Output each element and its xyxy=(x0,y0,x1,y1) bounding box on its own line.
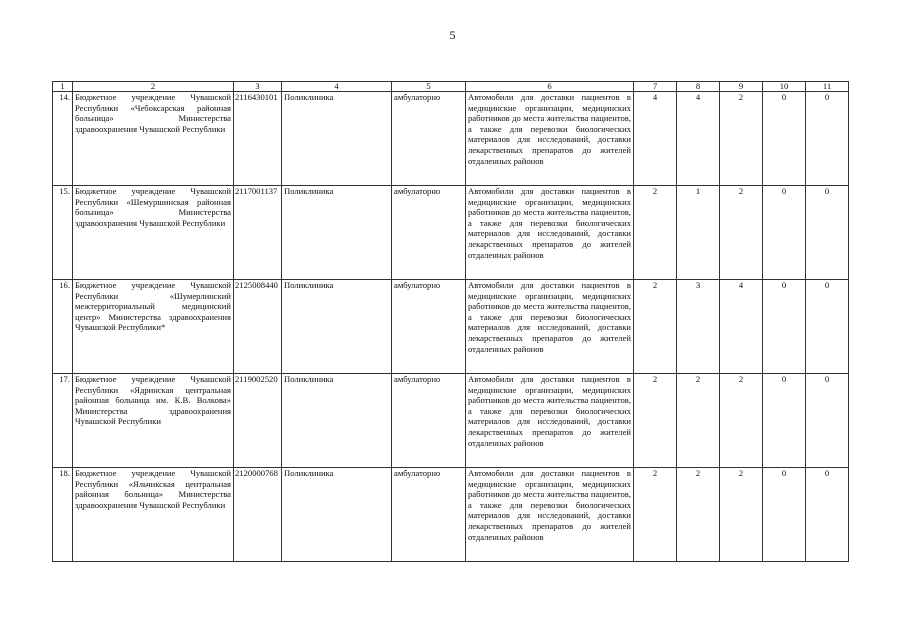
count-col-10: 0 xyxy=(763,280,806,374)
facility-type: Поликлиника xyxy=(282,280,392,374)
vehicle-purpose: Автомобили для доставки пациентов в медицинские организации, медицинских работников до места жительства пациентов, а также для перевозки биологических материалов для исследований, доставки лекарственных препаратов до жителей отдаленных районов xyxy=(466,374,634,468)
count-col-11: 0 xyxy=(806,186,849,280)
inn-code: 2120000768 xyxy=(234,468,282,562)
column-number-header: 7 xyxy=(634,82,677,92)
care-mode: амбулаторно xyxy=(392,92,466,186)
page-number: 5 xyxy=(449,28,456,42)
facility-type: Поликлиника xyxy=(282,186,392,280)
count-col-8: 3 xyxy=(677,280,720,374)
vehicle-purpose: Автомобили для доставки пациентов в медицинские организации, медицинских работников до места жительства пациентов, а также для перевозки биологических материалов для исследований, доставки лекарственных препаратов до жителей отдаленных районов xyxy=(466,280,634,374)
count-col-10: 0 xyxy=(763,186,806,280)
table-header-row xyxy=(53,82,849,92)
organization-name: Бюджетное учреждение Чувашской Республики «Ядринская центральная районная больница им. К.В. Волкова» Министерства здравоохранения Чувашской Республики xyxy=(73,374,234,468)
table-row xyxy=(53,374,849,468)
table-row xyxy=(53,92,849,186)
organization-name: Бюджетное учреждение Чувашской Республики «Чебоксарская районная больница» Министерства здравоохранения Чувашской Республики xyxy=(73,92,234,186)
table-body xyxy=(53,82,849,562)
column-number-header: 3 xyxy=(234,82,282,92)
inn-code: 2116430101 xyxy=(234,92,282,186)
column-number-header: 10 xyxy=(763,82,806,92)
count-col-8: 4 xyxy=(677,92,720,186)
count-col-10: 0 xyxy=(763,468,806,562)
count-col-9: 4 xyxy=(720,280,763,374)
row-number: 17. xyxy=(53,374,73,468)
organization-name: Бюджетное учреждение Чувашской Республики «Шумерлинский межтерриториальный медицинский центр» Министерства здравоохранения Чувашской Республики* xyxy=(73,280,234,374)
row-number: 14. xyxy=(53,92,73,186)
count-col-9: 2 xyxy=(720,468,763,562)
count-col-7: 2 xyxy=(634,374,677,468)
count-col-8: 1 xyxy=(677,186,720,280)
organization-name: Бюджетное учреждение Чувашской Республики «Яльчикская центральная районная больница» Министерства здравоохранения Чувашской Республики xyxy=(73,468,234,562)
column-number-header: 11 xyxy=(806,82,849,92)
table-row xyxy=(53,186,849,280)
count-col-8: 2 xyxy=(677,374,720,468)
count-col-7: 2 xyxy=(634,280,677,374)
column-number-header: 9 xyxy=(720,82,763,92)
count-col-10: 0 xyxy=(763,374,806,468)
vehicle-purpose: Автомобили для доставки пациентов в медицинские организации, медицинских работников до места жительства пациентов, а также для перевозки биологических материалов для исследований, доставки лекарственных препаратов до жителей отдаленных районов xyxy=(466,186,634,280)
facility-type: Поликлиника xyxy=(282,374,392,468)
column-number-header: 1 xyxy=(53,82,73,92)
column-number-header: 5 xyxy=(392,82,466,92)
vehicle-purpose: Автомобили для доставки пациентов в медицинские организации, медицинских работников до места жительства пациентов, а также для перевозки биологических материалов для исследований, доставки лекарственных препаратов до жителей отдаленных районов xyxy=(466,92,634,186)
facility-type: Поликлиника xyxy=(282,92,392,186)
count-col-11: 0 xyxy=(806,374,849,468)
care-mode: амбулаторно xyxy=(392,280,466,374)
count-col-7: 2 xyxy=(634,186,677,280)
count-col-9: 2 xyxy=(720,186,763,280)
care-mode: амбулаторно xyxy=(392,468,466,562)
vehicles-table xyxy=(52,81,849,562)
count-col-11: 0 xyxy=(806,92,849,186)
count-col-8: 2 xyxy=(677,468,720,562)
inn-code: 2119002520 xyxy=(234,374,282,468)
count-col-9: 2 xyxy=(720,374,763,468)
care-mode: амбулаторно xyxy=(392,186,466,280)
facility-type: Поликлиника xyxy=(282,468,392,562)
count-col-10: 0 xyxy=(763,92,806,186)
column-number-header: 8 xyxy=(677,82,720,92)
inn-code: 2117001137 xyxy=(234,186,282,280)
column-number-header: 6 xyxy=(466,82,634,92)
column-number-header: 4 xyxy=(282,82,392,92)
vehicle-purpose: Автомобили для доставки пациентов в медицинские организации, медицинских работников до места жительства пациентов, а также для перевозки биологических материалов для исследований, доставки лекарственных препаратов до жителей отдаленных районов xyxy=(466,468,634,562)
row-number: 15. xyxy=(53,186,73,280)
row-number: 18. xyxy=(53,468,73,562)
column-number-header: 2 xyxy=(73,82,234,92)
care-mode: амбулаторно xyxy=(392,374,466,468)
count-col-7: 2 xyxy=(634,468,677,562)
count-col-7: 4 xyxy=(634,92,677,186)
organization-name: Бюджетное учреждение Чувашской Республики «Шемуршинская районная больница» Министерства здравоохранения Чувашской Республики xyxy=(73,186,234,280)
table-row xyxy=(53,280,849,374)
count-col-11: 0 xyxy=(806,468,849,562)
inn-code: 2125008440 xyxy=(234,280,282,374)
count-col-11: 0 xyxy=(806,280,849,374)
count-col-9: 2 xyxy=(720,92,763,186)
row-number: 16. xyxy=(53,280,73,374)
table-row xyxy=(53,468,849,562)
